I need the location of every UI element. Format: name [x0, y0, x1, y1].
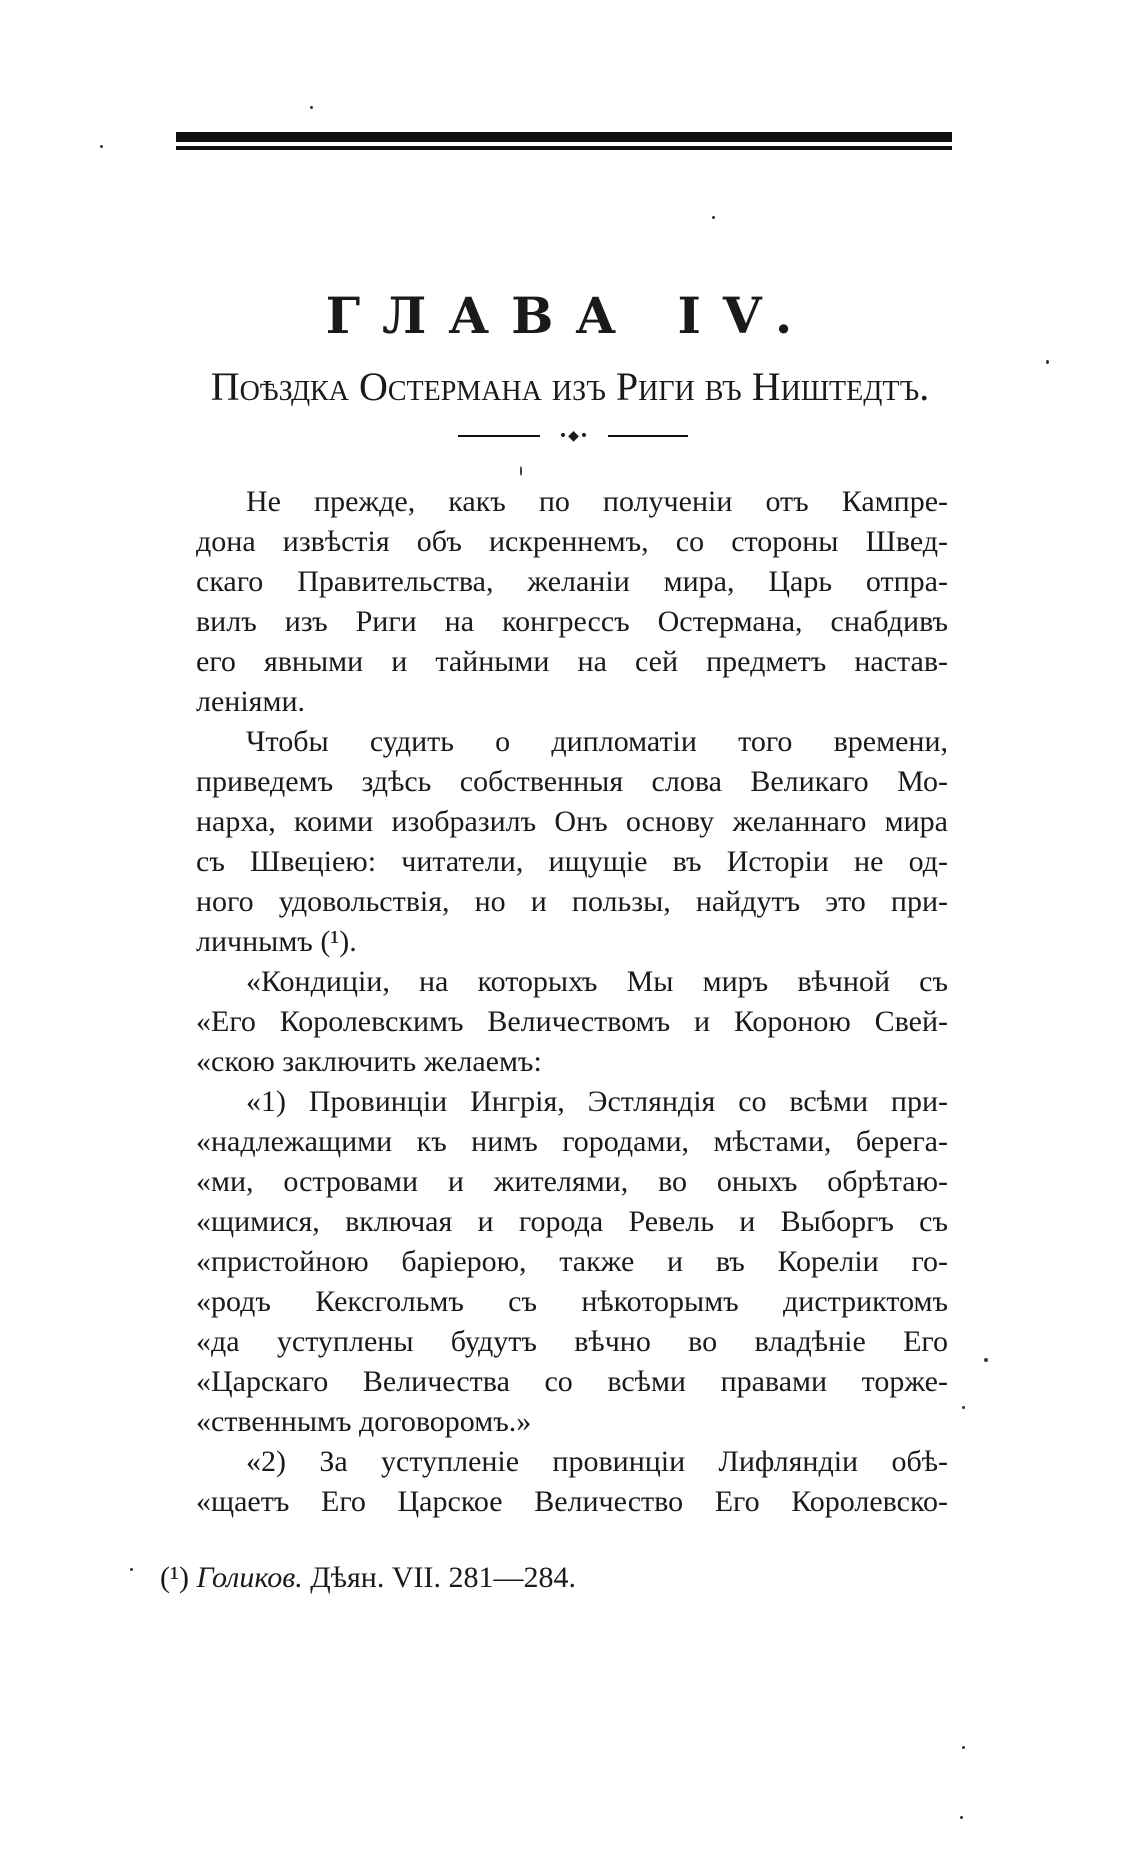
section-ornament: [458, 428, 688, 444]
text-line: приведемъ здѣсь собственныя слова Великаго Мо-: [196, 765, 948, 798]
scan-speck: [310, 106, 313, 109]
scan-speck: [520, 466, 522, 476]
header-rule-thick: [176, 132, 952, 142]
ornament-line-right: [608, 435, 688, 437]
scan-speck: [712, 216, 715, 219]
footnote-author: Голиков.: [196, 1561, 303, 1594]
text-line: «Царскаго Величества со всѣми правами торже-: [196, 1365, 948, 1398]
text-line: его явными и тайными на сей предметъ настав-: [196, 645, 948, 678]
text-line: личнымъ (¹).: [196, 925, 357, 958]
scan-speck: [100, 145, 103, 148]
text-line: «скою заключить желаемъ:: [196, 1045, 542, 1078]
chapter-title: ГЛАВА IV.: [325, 286, 815, 345]
body-text: [196, 482, 948, 1522]
scan-speck: [962, 1746, 965, 1749]
text-line: «щаетъ Его Царское Величество Его Королевско-: [196, 1485, 948, 1518]
text-line: нарха, коими изобразилъ Онъ основу желаннаго мира: [196, 805, 948, 838]
text-line: «1) Провинціи Ингрія, Эстляндія со всѣми при-: [246, 1085, 948, 1118]
text-line: съ Швеціею: читатели, ищущіе въ Исторіи не од-: [196, 845, 948, 878]
text-line: Чтобы судить о дипломатіи того времени,: [246, 725, 948, 758]
header-rule-thin: [176, 146, 952, 150]
footnote: [160, 1558, 576, 1598]
scan-speck: [984, 1358, 988, 1362]
ornament-line-left: [458, 435, 540, 437]
text-line: «Кондиціи, на которыхъ Мы миръ вѣчной съ: [246, 965, 948, 998]
text-line: вилъ изъ Риги на конгрессъ Остермана, снабдивъ: [196, 605, 948, 638]
text-line: «да уступлены будутъ вѣчно во владѣніе Его: [196, 1325, 948, 1358]
scan-speck: [960, 1816, 963, 1819]
scan-speck: [962, 1406, 965, 1409]
text-line: «ственнымъ договоромъ.»: [196, 1405, 532, 1438]
text-line: «ми, островами и жителями, во оныхъ обрѣтаю-: [196, 1165, 948, 1198]
text-line: ного удовольствія, но и пользы, найдутъ это при-: [196, 885, 948, 918]
text-line: леніями.: [196, 685, 306, 718]
scan-speck: [1046, 360, 1049, 364]
text-line: «родъ Кексгольмъ съ нѣкоторымъ дистриктомъ: [196, 1285, 948, 1318]
footnote-reference: Дѣян. VII. 281—284.: [310, 1561, 577, 1594]
text-line: «пристойною барiерою, также и въ Кореліи го-: [196, 1245, 948, 1278]
text-line: «Его Королевскимъ Величествомъ и Короною Свей-: [196, 1005, 948, 1038]
text-line: дона извѣстія объ искреннемъ, со стороны Швед-: [196, 525, 948, 558]
text-line: «надлежащими къ нимъ городами, мѣстами, берега-: [196, 1125, 948, 1158]
scan-speck: [130, 1568, 133, 1571]
header-double-rule: [176, 132, 952, 154]
text-line: «2) За уступленіе провинціи Лифляндіи обѣ-: [246, 1445, 948, 1478]
text-line: «щимися, включая и города Ревель и Выборгъ съ: [196, 1205, 948, 1238]
footnote-marker: (¹): [160, 1561, 189, 1594]
ornament-center-glyph: •◆•: [558, 428, 590, 444]
text-line: скаго Правительства, желаніи мира, Царь отпра-: [196, 565, 948, 598]
text-line: Не прежде, какъ по полученіи отъ Кампре-: [246, 485, 948, 518]
chapter-subtitle: Поѣздка Остермана изъ Риги въ Ништедтъ.: [210, 364, 930, 409]
